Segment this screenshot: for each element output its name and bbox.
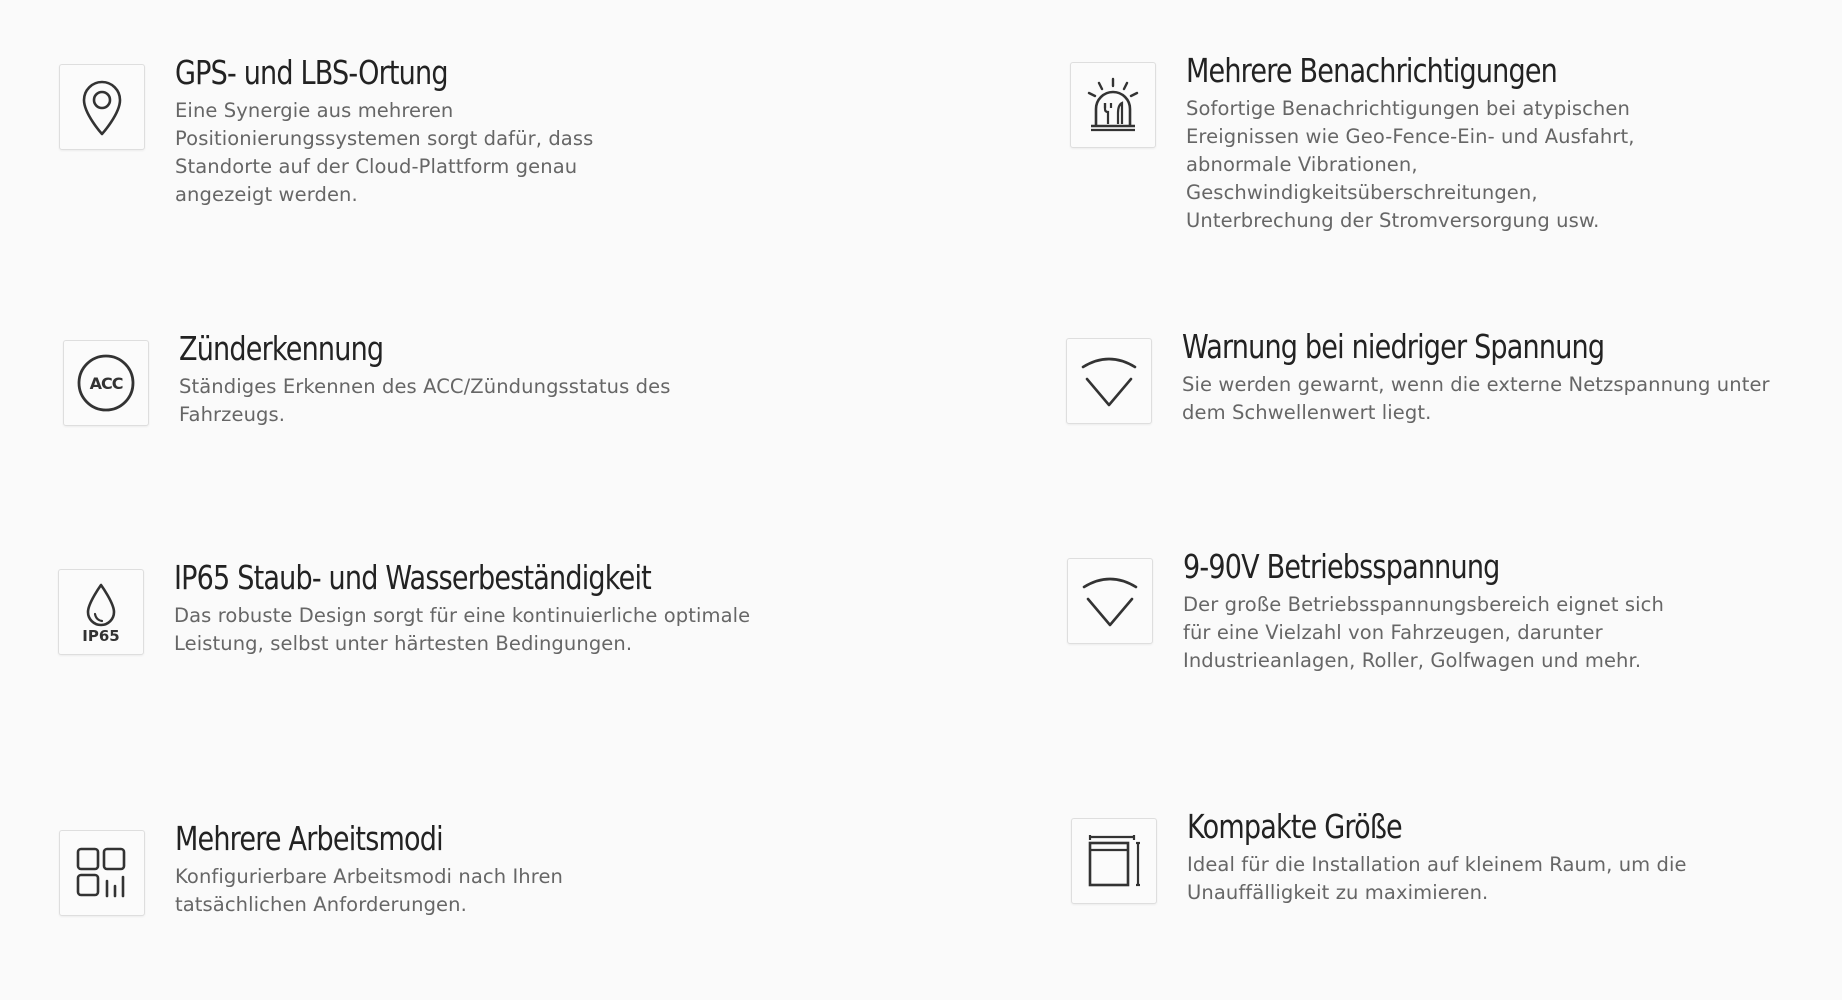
feature-description: Eine Synergie aus mehreren Positionierungssystemen sorgt dafür, dass Standorte auf der Cloud-Plattform genau angezeigt werden. bbox=[175, 99, 594, 206]
feature-description: Sie werden gewarnt, wenn die externe Netzspannung unter dem Schwellenwert liegt. bbox=[1182, 373, 1770, 424]
acc-icon bbox=[63, 340, 149, 426]
chevron-down-arc-icon bbox=[1067, 558, 1153, 644]
location-pin-icon bbox=[59, 64, 145, 150]
feature-description: Ideal für die Installation auf kleinem Raum, um die Unauffälligkeit zu maximieren. bbox=[1187, 853, 1687, 904]
water-drop-icon bbox=[58, 569, 144, 655]
feature-title: Mehrere Benachrichtigungen bbox=[1186, 51, 1558, 90]
feature-title: 9-90V Betriebsspannung bbox=[1183, 547, 1500, 586]
compact-size-icon bbox=[1071, 818, 1157, 904]
feature-description: Sofortige Benachrichtigungen bei atypischen Ereignissen wie Geo-Fence-Ein- und Ausfahrt, abnormale Vibrationen, Geschwindigkeitsüberschreitungen, Unterbrechung der Stromversorgung usw. bbox=[1186, 97, 1635, 232]
feature-title: Warnung bei niedriger Spannung bbox=[1182, 327, 1605, 366]
feature-description: Der große Betriebsspannungsbereich eignet sich für eine Vielzahl von Fahrzeugen, darunter Industrieanlagen, Roller, Golfwagen und mehr. bbox=[1183, 593, 1664, 672]
acc-icon-label: ACC bbox=[89, 374, 123, 393]
feature-title: GPS- und LBS-Ortung bbox=[175, 53, 448, 92]
feature-description: Ständiges Erkennen des ACC/Zündungsstatus des Fahrzeugs. bbox=[179, 375, 671, 426]
chevron-down-arc-icon bbox=[1066, 338, 1152, 424]
feature-title: Mehrere Arbeitsmodi bbox=[175, 819, 443, 858]
alarm-light-icon bbox=[1070, 62, 1156, 148]
feature-description: Konfigurierbare Arbeitsmodi nach Ihren tatsächlichen Anforderungen. bbox=[175, 865, 564, 916]
feature-title: Zünderkennung bbox=[179, 329, 384, 368]
feature-title: Kompakte Größe bbox=[1187, 807, 1402, 846]
grid-modes-icon bbox=[59, 830, 145, 916]
ip65-icon-label: IP65 bbox=[82, 627, 120, 645]
feature-description: Das robuste Design sorgt für eine kontinuierliche optimale Leistung, selbst unter härtesten Bedingungen. bbox=[174, 604, 751, 655]
feature-title: IP65 Staub- und Wasserbeständigkeit bbox=[174, 558, 651, 597]
